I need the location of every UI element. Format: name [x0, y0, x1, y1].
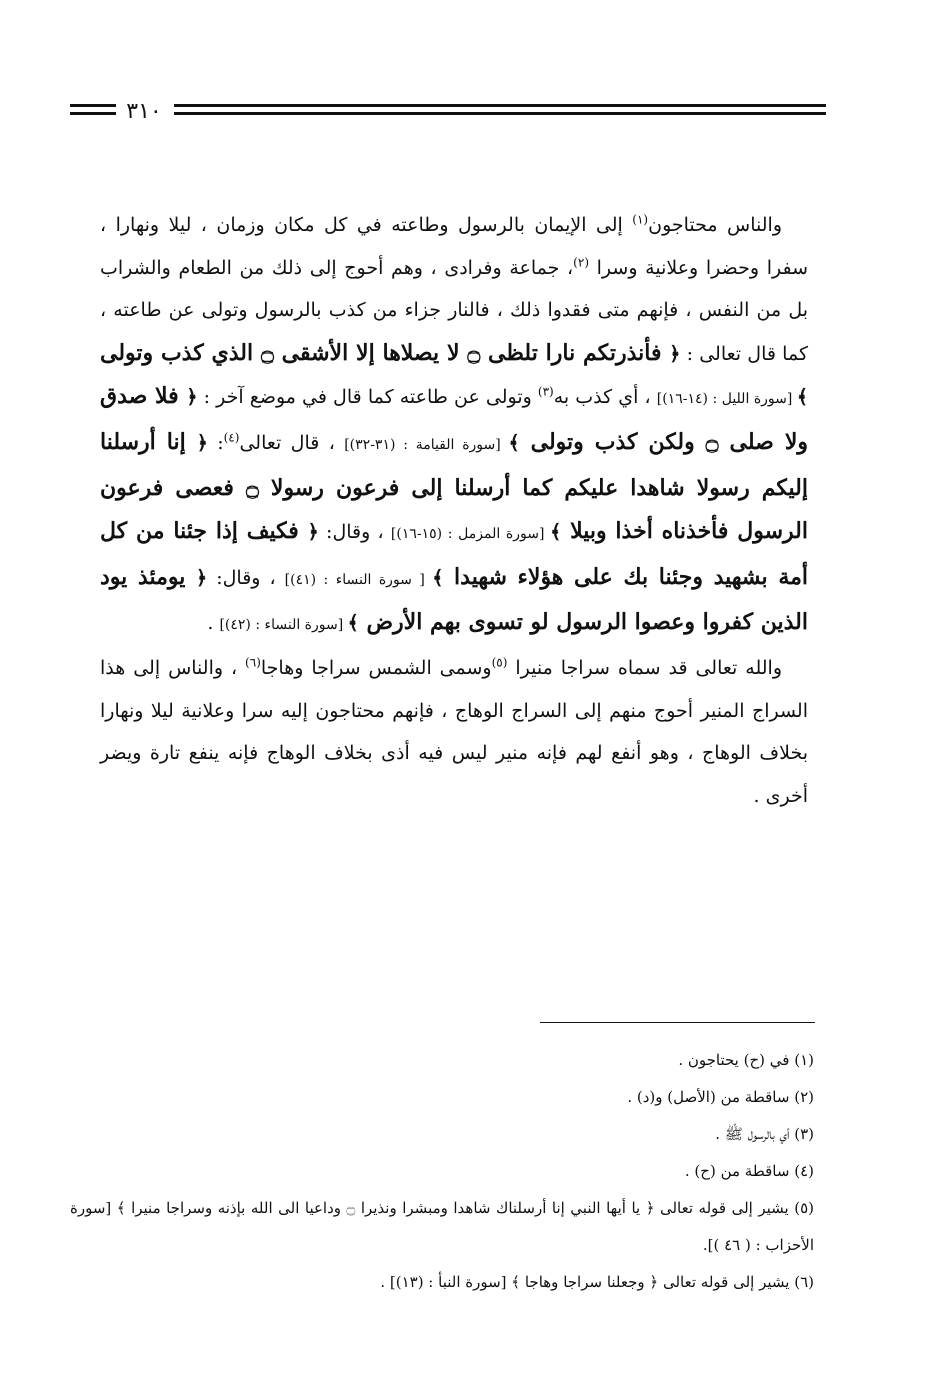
quran-verse-4: فكيف إذا جئنا من كل أمة بشهيد وجئنا بك على هؤلاء شهيدا: [100, 518, 809, 590]
verse-open-bracket: ﴿: [196, 431, 208, 454]
text-run: ، وقال:: [318, 521, 391, 544]
footnote-ref-3[interactable]: (٣): [537, 385, 554, 400]
footnote-5: (٥) يشير إلى قوله تعالى ﴿ يا أيها النبي إنا أرسلناك شاهدا ومبشرا ونذيرا ۝ وداعيا الى الله بإذنه وسراجا منيرا ﴾ [سورة الأحزاب : ( ٤٦ )].: [70, 1199, 814, 1254]
surah-reference-3: [سورة المزمل : (١٥-١٦)]: [390, 526, 551, 543]
text-run: .: [207, 612, 220, 635]
paragraph-1: [100, 204, 808, 647]
surah-reference-5: [سورة النساء : (٤٢)]: [219, 617, 348, 634]
footnote-separator: [540, 1022, 815, 1023]
footnote-6: (٦) يشير إلى قوله تعالى ﴿ وجعلنا سراجا وهاجا ﴾ [سورة النبأ : (١٣)] .: [380, 1273, 814, 1291]
verse-close-bracket: ﴾: [347, 612, 359, 635]
text-run: والناس محتاجون: [648, 214, 782, 236]
quran-verse-1: فأنذرتكم نارا تلظى ۝ لا يصلاها إلا الأشقى ۝ الذي كذب وتولى: [100, 339, 670, 366]
verse-close-bracket: ﴾: [796, 386, 809, 409]
header-rule-left: [70, 104, 118, 107]
footnote-ref-1[interactable]: (١): [632, 212, 649, 227]
footnote-ref-5[interactable]: (٥): [491, 655, 508, 670]
text-run: وتولى عن طاعته كما قال في موضع آخر :: [197, 386, 538, 409]
paragraph-2: [100, 647, 808, 817]
verse-close-bracket: ﴾: [508, 431, 520, 454]
footnote-3: (٣) أي بالرسول ﷺ .: [715, 1125, 814, 1143]
footnote-ref-4[interactable]: (٤): [223, 430, 240, 445]
verse-close-bracket: ﴾: [550, 521, 562, 544]
header-rule-left-bottom: [70, 112, 118, 115]
footnotes: [70, 1042, 814, 1301]
text-run: والله تعالى قد سماه سراجا منيرا: [507, 656, 782, 679]
surah-reference-1: [سورة الليل : (١٤-١٦)]: [656, 391, 797, 408]
verse-open-bracket: ﴿: [669, 342, 681, 365]
header-rule-right-bottom: [174, 112, 826, 115]
page-header: [70, 96, 826, 130]
main-text: [100, 204, 808, 817]
text-run: ، والناس إلى هذا السراج المنير أحوج منهم إلى السراج الوهاج ، فإنهم محتاجون إليه سرا وعلانية ليلا ونهارا بخلاف الوهاج ، وهو أنفع لهم فإنه منير ليس فيه أذى بخلاف الوهاج فإنه ينفع تارة ويضر أخرى .: [100, 656, 808, 807]
text-run: ، قال تعالى: [239, 431, 345, 454]
verse-open-bracket: ﴿: [186, 386, 198, 409]
surah-reference-4: [ سورة النساء : (٤١)]: [284, 571, 433, 588]
verse-open-bracket: ﴿: [307, 521, 319, 544]
quran-verse-2: فلا صدق ولا صلى ۝ ولكن كذب وتولى: [100, 383, 808, 455]
text-run: ، وقال:: [207, 566, 285, 589]
verse-close-bracket: ﴾: [432, 566, 444, 589]
footnote-1: (١) في (ح) يحتاجون .: [678, 1051, 814, 1069]
footnote-2: (٢) ساقطة من (الأصل) و(د) .: [627, 1088, 814, 1106]
footnote-ref-6[interactable]: (٦): [245, 655, 261, 670]
text-run: وسمى الشمس سراجا وهاجا: [260, 656, 492, 679]
quran-verse-5: يومئذ يود الذين كفروا وعصوا الرسول لو تسوى بهم الأرض: [100, 563, 808, 636]
text-run: :: [207, 431, 224, 454]
footnote-4: (٤) ساقطة من (ح) .: [684, 1162, 814, 1180]
footnote-ref-2[interactable]: (٢): [573, 255, 589, 270]
surah-reference-2: [سورة القيامة : (٣١-٣٢)]: [344, 436, 509, 453]
text-run: ، أي كذب به: [553, 386, 657, 409]
quran-verse-3: إنا أرسلنا إليكم رسولا شاهدا عليكم كما أرسلنا إلى فرعون رسولا ۝ فعصى فرعون الرسول فأخذناه أخذا وبيلا: [100, 428, 808, 545]
text-run: ، جماعة وفرادى ، وهم أحوج إلى ذلك من الطعام والشراب بل من النفس ، فإنهم متى فقدوا ذلك ، فالنار جزاء من كذب بالرسول وتولى عن طاعته ، كما قال تعالى :: [100, 256, 808, 365]
page-number: ٣١٠: [116, 98, 172, 126]
header-rule-right: [174, 104, 826, 107]
verse-open-bracket: ﴿: [196, 566, 208, 589]
text-run: إلى الإيمان بالرسول وطاعته في كل مكان وزمان ، ليلا ونهارا ، سفرا وحضرا وعلانية وسرا: [100, 214, 808, 279]
